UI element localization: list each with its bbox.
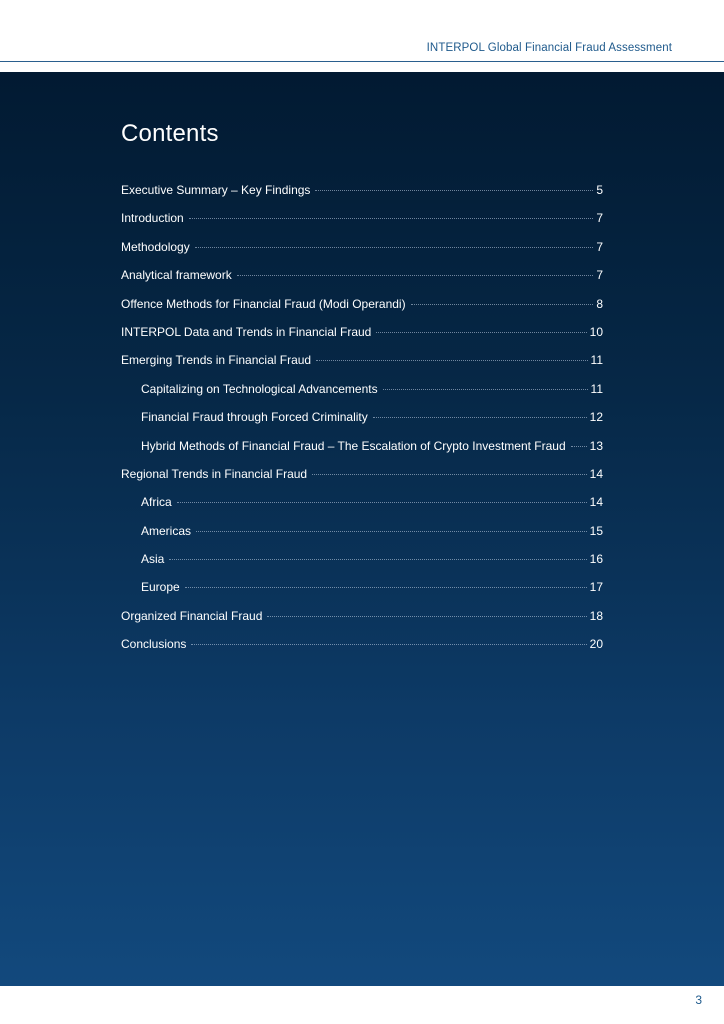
toc-dot-leader bbox=[312, 474, 587, 475]
toc-entry-africa[interactable] bbox=[121, 494, 603, 522]
toc-dot-leader bbox=[267, 616, 586, 617]
toc-entry-organized-fraud[interactable] bbox=[121, 608, 603, 636]
toc-entry-title: Hybrid Methods of Financial Fraud – The Escalation of Crypto Investment Fraud bbox=[141, 438, 566, 453]
toc-entry-offence-methods[interactable] bbox=[121, 296, 603, 324]
toc-entry-page: 20 bbox=[589, 637, 603, 652]
toc-entry-page: 13 bbox=[589, 438, 603, 453]
toc-entry-page: 16 bbox=[589, 552, 603, 567]
toc-entry-title: Capitalizing on Technological Advancements bbox=[141, 381, 378, 396]
toc-entry-page: 8 bbox=[596, 296, 603, 311]
toc-entry-asia[interactable] bbox=[121, 551, 603, 579]
toc-entry-title: Analytical framework bbox=[121, 268, 232, 283]
toc-entry-title: Organized Financial Fraud bbox=[121, 608, 263, 623]
toc-dot-leader bbox=[177, 502, 587, 503]
toc-entry-forced-criminality[interactable] bbox=[121, 409, 603, 437]
toc-entry-emerging-trends[interactable] bbox=[121, 352, 603, 380]
toc-dot-leader bbox=[373, 417, 587, 418]
toc-dot-leader bbox=[411, 304, 594, 305]
toc-entry-title: Americas bbox=[141, 523, 192, 538]
toc-entry-title: Methodology bbox=[121, 239, 190, 254]
toc-entry-interpol-data[interactable] bbox=[121, 324, 603, 352]
toc-entry-hybrid-methods[interactable] bbox=[121, 438, 603, 466]
toc-entry-title: Regional Trends in Financial Fraud bbox=[121, 466, 308, 481]
toc-entry-title: Asia bbox=[141, 552, 165, 567]
toc-dot-leader bbox=[376, 332, 586, 333]
header-divider bbox=[0, 61, 724, 62]
toc-entry-title: Emerging Trends in Financial Fraud bbox=[121, 353, 312, 368]
toc-entry-page: 5 bbox=[596, 183, 603, 197]
toc-entry-technological-advancements[interactable] bbox=[121, 381, 603, 409]
toc-dot-leader bbox=[237, 275, 594, 276]
toc-entry-title: Europe bbox=[141, 580, 180, 595]
toc-entry-regional-trends[interactable] bbox=[121, 466, 603, 494]
toc-entry-title: Africa bbox=[141, 495, 172, 510]
toc-dot-leader bbox=[169, 559, 586, 560]
toc-entry-page: 18 bbox=[589, 608, 603, 623]
toc-entry-introduction[interactable] bbox=[121, 210, 603, 238]
toc-list bbox=[121, 182, 603, 665]
toc-entry-page: 7 bbox=[596, 268, 603, 283]
toc-entry-page: 11 bbox=[590, 353, 603, 368]
toc-entry-page: 12 bbox=[589, 410, 603, 425]
toc-dot-leader bbox=[195, 247, 594, 248]
toc-entry-title: Introduction bbox=[121, 211, 184, 226]
toc-entry-page: 7 bbox=[596, 211, 603, 226]
toc-entry-executive-summary[interactable] bbox=[121, 182, 603, 210]
toc-dot-leader bbox=[316, 360, 587, 361]
toc-entry-page: 17 bbox=[589, 580, 603, 595]
toc-dot-leader bbox=[191, 644, 586, 645]
table-of-contents bbox=[121, 120, 603, 665]
toc-dot-leader bbox=[185, 587, 587, 588]
toc-dot-leader bbox=[315, 190, 593, 191]
toc-dot-leader bbox=[383, 389, 588, 390]
toc-entry-page: 11 bbox=[590, 381, 603, 396]
toc-entry-page: 14 bbox=[589, 495, 603, 510]
toc-entry-title: INTERPOL Data and Trends in Financial Fraud bbox=[121, 324, 372, 339]
toc-entry-title: Offence Methods for Financial Fraud (Modi Operandi) bbox=[121, 296, 406, 311]
toc-entry-europe[interactable] bbox=[121, 579, 603, 607]
toc-entry-conclusions[interactable] bbox=[121, 636, 603, 664]
toc-entry-analytical-framework[interactable] bbox=[121, 267, 603, 295]
toc-entry-methodology[interactable] bbox=[121, 239, 603, 267]
toc-entry-page: 10 bbox=[589, 324, 603, 339]
toc-entry-title: Executive Summary – Key Findings bbox=[121, 183, 311, 197]
toc-entry-page: 14 bbox=[589, 466, 603, 481]
toc-entry-americas[interactable] bbox=[121, 523, 603, 551]
toc-dot-leader bbox=[196, 531, 587, 532]
toc-entry-title: Financial Fraud through Forced Criminality bbox=[141, 410, 368, 425]
page-number: 3 bbox=[695, 993, 702, 1007]
contents-heading: Contents bbox=[121, 120, 219, 147]
running-header: INTERPOL Global Financial Fraud Assessment bbox=[426, 42, 672, 54]
toc-entry-title: Conclusions bbox=[121, 637, 187, 652]
toc-entry-page: 7 bbox=[596, 239, 603, 254]
toc-dot-leader bbox=[189, 218, 594, 219]
toc-entry-page: 15 bbox=[589, 523, 603, 538]
toc-dot-leader bbox=[571, 446, 587, 447]
